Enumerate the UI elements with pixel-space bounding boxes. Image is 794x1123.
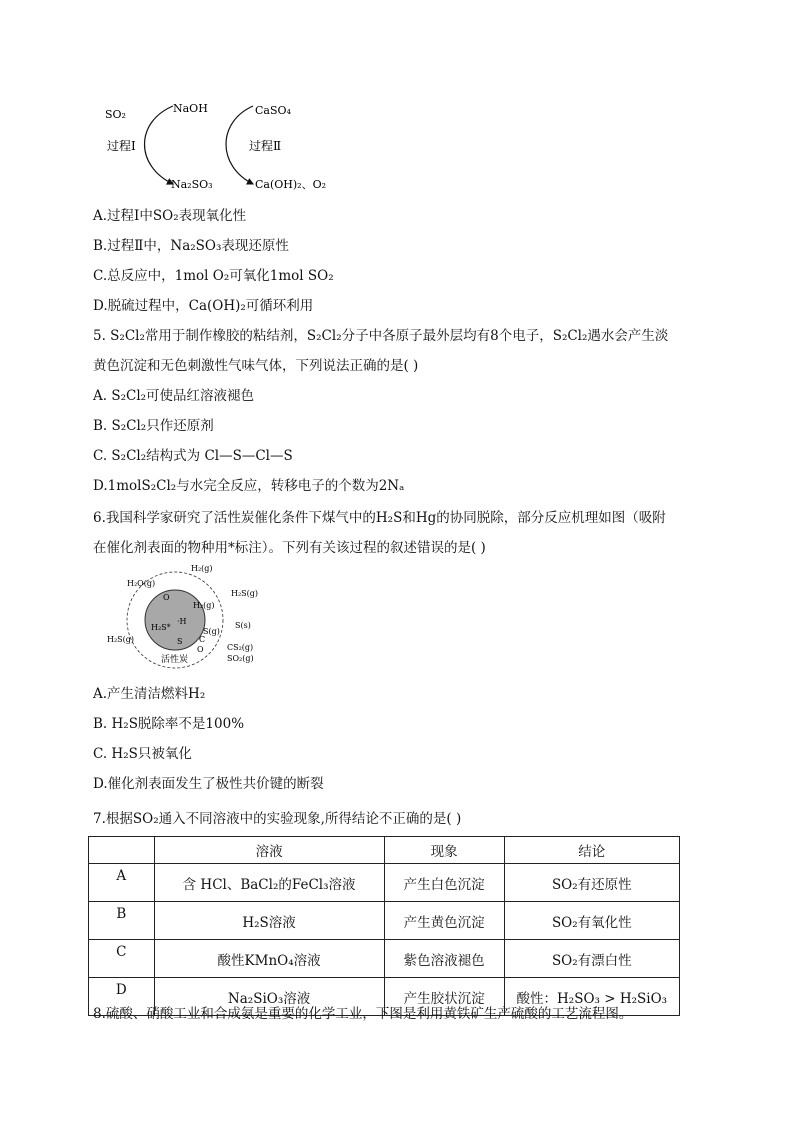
table-cell: 酸性KMnO₄溶液: [154, 940, 384, 978]
fig2-cs2: CS₂(g): [227, 643, 254, 652]
table-row: [89, 902, 680, 940]
table-cell: Na₂SiO₃溶液: [154, 978, 384, 1016]
activated-carbon-mechanism-diagram: [103, 560, 271, 672]
q5-option-a: A. S₂Cl₂可使品红溶液褪色: [93, 388, 255, 404]
q4-option-b: B.过程Ⅱ中，Na₂SO₃表现还原性: [93, 238, 289, 254]
table-header-cell: 现象: [384, 837, 504, 864]
table-cell: 酸性：H₂SO₃ > H₂SiO₃: [504, 978, 679, 1016]
fig2-s-star: S: [177, 637, 183, 646]
fig2-h2s-left: H₂S(g): [107, 635, 135, 644]
fig2-h2s-star: H₂S*: [151, 623, 171, 632]
table-cell: SO₂有还原性: [504, 864, 679, 902]
q5-stem-line1: 5. S₂Cl₂常用于制作橡胶的粘结剂，S₂Cl₂分子中各原子最外层均有8个电子，S₂Cl₂遇水会产生淡: [93, 328, 669, 344]
activated-carbon-particle: [145, 590, 205, 650]
q6-option-c: C. H₂S只被氧化: [93, 746, 192, 762]
fig1-process1: 过程Ⅰ: [107, 139, 136, 153]
table-cell: C: [89, 940, 155, 978]
table-cell: SO₂有漂白性: [504, 940, 679, 978]
table-cell: D: [89, 978, 155, 1016]
fig2-h2o: H₂O(g): [127, 579, 156, 588]
fig2-h2-top: H₂(g): [191, 564, 213, 573]
q7-stem: 7.根据SO₂通入不同溶液中的实验现象,所得结论不正确的是( ): [93, 811, 462, 827]
q5-option-c: C. S₂Cl₂结构式为 Cl—S—Cl—S: [93, 448, 293, 464]
fig2-s-g: S(g): [203, 627, 220, 636]
fig1-process2: 过程Ⅱ: [249, 139, 282, 153]
table-cell: SO₂有氧化性: [504, 902, 679, 940]
table-cell: B: [89, 902, 155, 940]
fig2-so2: SO₂(g): [227, 654, 254, 663]
fig1-na2so3: Na₂SO₃: [171, 178, 213, 191]
q4-option-a: A.过程Ⅰ中SO₂表现氧化性: [93, 208, 247, 224]
q7-table: [88, 836, 680, 1016]
table-cell: H₂S溶液: [154, 902, 384, 940]
table-row: [89, 864, 680, 902]
fig1-so2: SO₂: [105, 108, 126, 121]
table-cell: 紫色溶液褪色: [384, 940, 504, 978]
fig2-c-label: C: [199, 635, 206, 644]
fig1-caoh2o2: Ca(OH)₂、O₂: [255, 178, 327, 191]
q6-option-d: D.催化剂表面发生了极性共价键的断裂: [93, 776, 324, 792]
q5-option-d: D.1molS₂Cl₂与水完全反应，转移电子的个数为2Nₐ: [93, 478, 405, 494]
q6-stem-line1: 6.我国科学家研究了活性炭催化条件下煤气中的H₂S和Hg的协同脱除，部分反应机理如图（吸附: [93, 510, 666, 526]
q6-option-b: B. H₂S脱除率不是100%: [93, 716, 245, 732]
table-header-cell: 结论: [504, 837, 679, 864]
table-cell: 产生黄色沉淀: [384, 902, 504, 940]
table-header-row: [89, 837, 680, 864]
table-header-cell: 溶液: [154, 837, 384, 864]
q8-stem: 8.硫酸、硝酸工业和合成氨是重要的化学工业，下图是利用黄铁矿生产硫酸的工艺流程图。: [93, 1006, 633, 1022]
fig2-s-solid: S(s): [235, 621, 251, 630]
table-cell: 产生白色沉淀: [384, 864, 504, 902]
table-cell: 含 HCl、BaCl₂的FeCl₃溶液: [154, 864, 384, 902]
fig2-h2-mid: H₂(g): [193, 601, 215, 610]
fig2-carbon: 活性炭: [161, 655, 189, 665]
q6-option-a: A.产生清洁燃料H₂: [93, 686, 206, 702]
fig2-o-label: O: [163, 593, 170, 602]
table-cell: 产生胶状沉淀: [384, 978, 504, 1016]
q4-option-d: D.脱硫过程中，Ca(OH)₂可循环利用: [93, 298, 314, 314]
table-header-cell: [89, 837, 155, 864]
process1-arc: [145, 106, 174, 184]
fig2-h2s-right: H₂S(g): [231, 589, 259, 598]
q6-stem-line2: 在催化剂表面的物种用*标注）。下列有关该过程的叙述错误的是( ): [93, 540, 486, 556]
q4-option-c: C.总反应中，1mol O₂可氧化1mol SO₂: [93, 268, 334, 284]
q5-option-b: B. S₂Cl₂只作还原剂: [93, 418, 214, 434]
desulfurization-cycle-diagram: [95, 92, 335, 198]
table-row: [89, 940, 680, 978]
fig1-caso4: CaSO₄: [255, 104, 291, 117]
fig1-naoh: NaOH: [173, 102, 208, 115]
fig2-o-bottom: O: [197, 645, 204, 654]
table-cell: A: [89, 864, 155, 902]
fig2-h-star: ·H: [177, 617, 187, 626]
q5-stem-line2: 黄色沉淀和无色刺激性气味气体，下列说法正确的是( ): [93, 358, 419, 374]
